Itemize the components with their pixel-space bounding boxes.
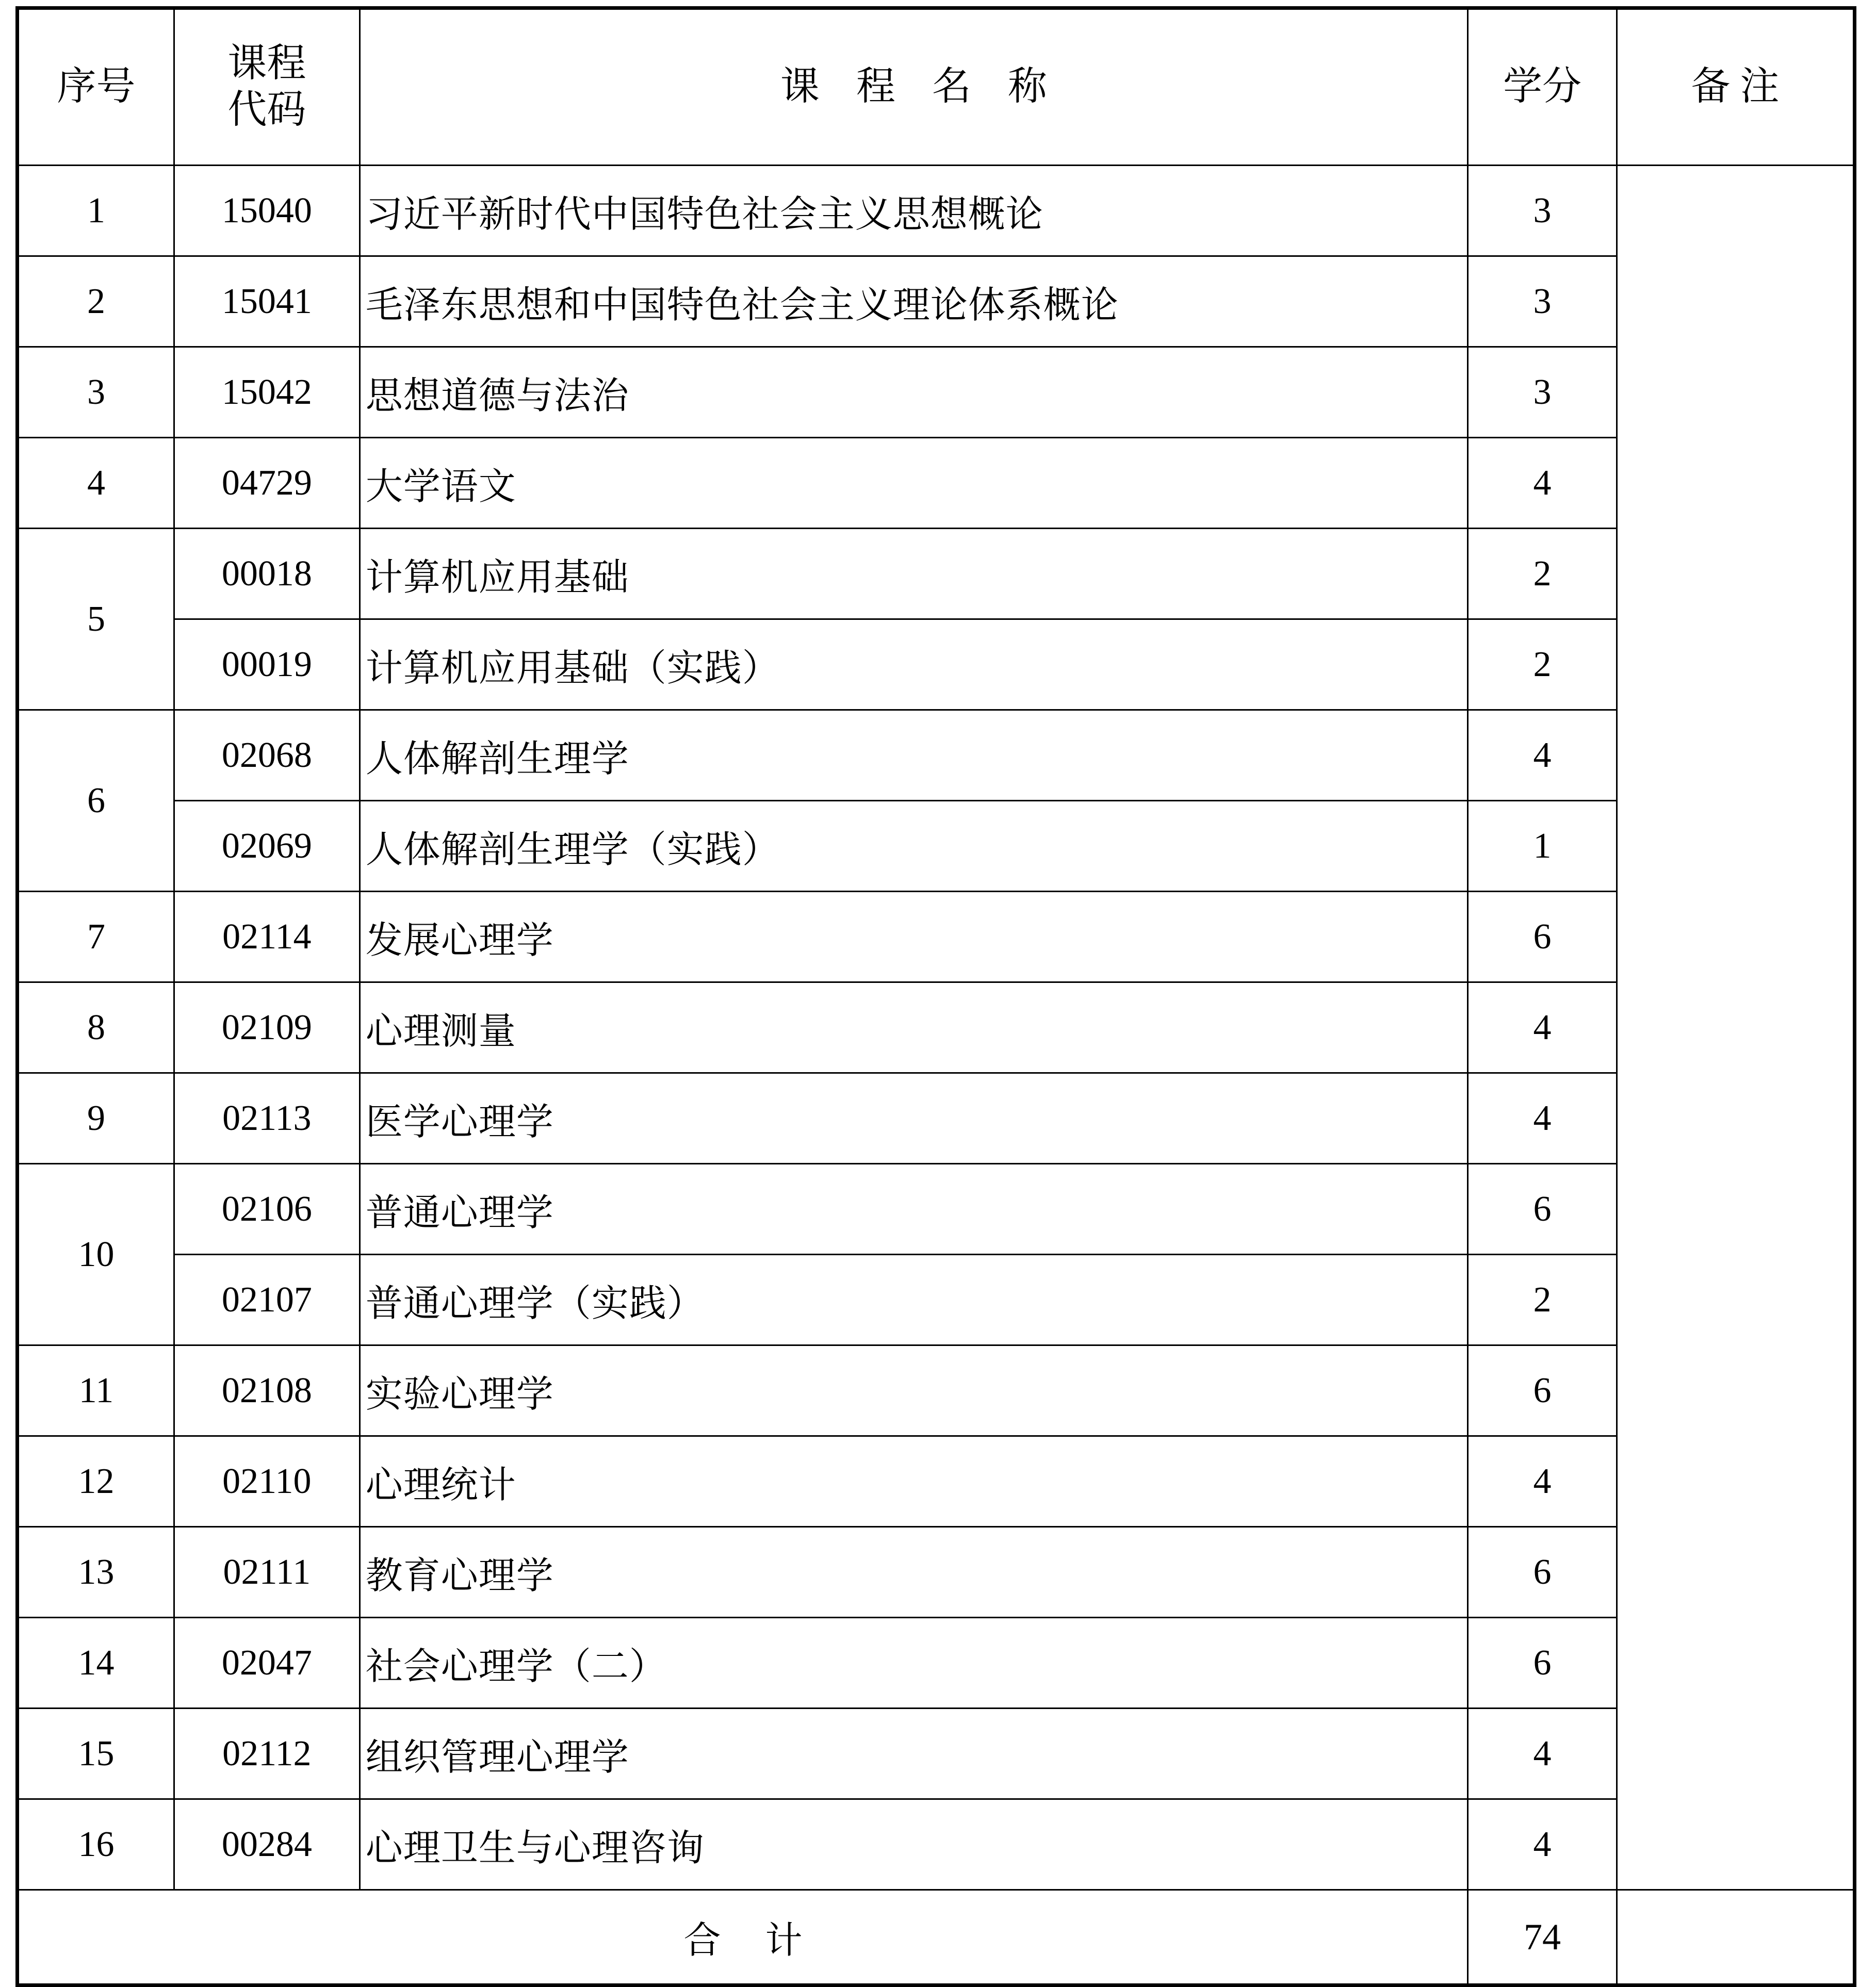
table-row <box>18 1709 1855 1799</box>
table-header-row <box>18 8 1855 166</box>
total-remark <box>1617 1890 1854 1985</box>
cell-course-code: 02112 <box>174 1709 360 1799</box>
cell-course-code: 15042 <box>174 347 360 438</box>
cell-credit: 6 <box>1468 1164 1617 1255</box>
cell-course-name: 人体解剖生理学 <box>360 710 1467 801</box>
cell-credit: 4 <box>1468 1799 1617 1890</box>
cell-course-code: 02110 <box>174 1436 360 1527</box>
cell-credit: 3 <box>1468 256 1617 347</box>
cell-seq: 16 <box>18 1799 174 1890</box>
cell-course-name: 思想道德与法治 <box>360 347 1467 438</box>
cell-credit: 3 <box>1468 166 1617 256</box>
table-row <box>18 256 1855 347</box>
cell-seq: 7 <box>18 892 174 982</box>
cell-credit: 4 <box>1468 1073 1617 1164</box>
header-seq: 序号 <box>18 8 174 166</box>
cell-seq: 9 <box>18 1073 174 1164</box>
table-row <box>18 1345 1855 1436</box>
cell-course-name: 普通心理学 <box>360 1164 1467 1255</box>
cell-seq: 2 <box>18 256 174 347</box>
cell-course-code: 00019 <box>174 619 360 710</box>
cell-credit: 4 <box>1468 710 1617 801</box>
cell-course-code: 15041 <box>174 256 360 347</box>
header-course-code-line1: 课程 <box>227 42 306 86</box>
cell-seq: 10 <box>18 1164 174 1345</box>
cell-course-name: 发展心理学 <box>360 892 1467 982</box>
cell-seq: 8 <box>18 982 174 1073</box>
cell-course-code: 02069 <box>174 801 360 892</box>
cell-credit: 4 <box>1468 1436 1617 1527</box>
cell-credit: 2 <box>1468 1255 1617 1345</box>
cell-seq: 5 <box>18 529 174 710</box>
cell-course-name: 普通心理学（实践） <box>360 1255 1467 1345</box>
header-course-code <box>174 8 360 166</box>
cell-credit: 3 <box>1468 347 1617 438</box>
cell-credit: 4 <box>1468 438 1617 529</box>
cell-course-code: 02114 <box>174 892 360 982</box>
cell-course-code: 02113 <box>174 1073 360 1164</box>
cell-credit: 1 <box>1468 801 1617 892</box>
cell-course-name: 人体解剖生理学（实践） <box>360 801 1467 892</box>
cell-credit: 6 <box>1468 892 1617 982</box>
cell-seq: 6 <box>18 710 174 892</box>
cell-seq: 14 <box>18 1618 174 1709</box>
header-remark: 备 注 <box>1617 8 1854 166</box>
table-row <box>18 438 1855 529</box>
table-row <box>18 166 1855 256</box>
cell-course-code: 00018 <box>174 529 360 619</box>
table-row <box>18 1618 1855 1709</box>
table-row <box>18 1436 1855 1527</box>
cell-course-name: 习近平新时代中国特色社会主义思想概论 <box>360 166 1467 256</box>
cell-remark <box>1617 166 1854 1890</box>
table-row <box>18 1255 1855 1345</box>
cell-credit: 6 <box>1468 1618 1617 1709</box>
total-label: 合 计 <box>18 1890 1468 1985</box>
cell-course-code: 15040 <box>174 166 360 256</box>
cell-seq: 3 <box>18 347 174 438</box>
cell-course-name: 心理统计 <box>360 1436 1467 1527</box>
cell-course-code: 02108 <box>174 1345 360 1436</box>
cell-course-code: 02109 <box>174 982 360 1073</box>
cell-course-name: 计算机应用基础 <box>360 529 1467 619</box>
cell-course-name: 毛泽东思想和中国特色社会主义理论体系概论 <box>360 256 1467 347</box>
cell-course-code: 04729 <box>174 438 360 529</box>
cell-course-name: 心理卫生与心理咨询 <box>360 1799 1467 1890</box>
cell-seq: 12 <box>18 1436 174 1527</box>
cell-course-name: 实验心理学 <box>360 1345 1467 1436</box>
cell-seq: 13 <box>18 1527 174 1618</box>
cell-credit: 6 <box>1468 1345 1617 1436</box>
cell-course-name: 心理测量 <box>360 982 1467 1073</box>
cell-course-code: 02106 <box>174 1164 360 1255</box>
cell-seq: 11 <box>18 1345 174 1436</box>
header-credit: 学分 <box>1468 8 1617 166</box>
header-course-code-line2: 代码 <box>227 88 306 132</box>
cell-course-name: 大学语文 <box>360 438 1467 529</box>
table-row <box>18 1527 1855 1618</box>
table-row <box>18 710 1855 801</box>
table-row <box>18 892 1855 982</box>
total-credit: 74 <box>1468 1890 1617 1985</box>
cell-course-name: 医学心理学 <box>360 1073 1467 1164</box>
cell-course-name: 社会心理学（二） <box>360 1618 1467 1709</box>
table-row <box>18 801 1855 892</box>
cell-course-name: 教育心理学 <box>360 1527 1467 1618</box>
table-body <box>18 166 1855 1985</box>
cell-course-code: 02047 <box>174 1618 360 1709</box>
cell-credit: 2 <box>1468 619 1617 710</box>
cell-seq: 1 <box>18 166 174 256</box>
table-row <box>18 529 1855 619</box>
table-row <box>18 1073 1855 1164</box>
header-course-name <box>360 8 1467 166</box>
header-course-name-text: 课 程 名 称 <box>780 65 1061 109</box>
table-total-row <box>18 1890 1855 1985</box>
cell-course-name: 组织管理心理学 <box>360 1709 1467 1799</box>
cell-credit: 4 <box>1468 982 1617 1073</box>
table-header <box>18 8 1855 166</box>
cell-course-code: 02111 <box>174 1527 360 1618</box>
cell-course-code: 00284 <box>174 1799 360 1890</box>
cell-credit: 2 <box>1468 529 1617 619</box>
cell-course-code: 02068 <box>174 710 360 801</box>
table-row <box>18 1799 1855 1890</box>
table-row <box>18 347 1855 438</box>
cell-course-code: 02107 <box>174 1255 360 1345</box>
cell-credit: 6 <box>1468 1527 1617 1618</box>
table-row <box>18 619 1855 710</box>
cell-course-name: 计算机应用基础（实践） <box>360 619 1467 710</box>
cell-seq: 15 <box>18 1709 174 1799</box>
course-plan-table <box>15 6 1856 1987</box>
cell-seq: 4 <box>18 438 174 529</box>
cell-credit: 4 <box>1468 1709 1617 1799</box>
table-row <box>18 982 1855 1073</box>
table-row <box>18 1164 1855 1255</box>
